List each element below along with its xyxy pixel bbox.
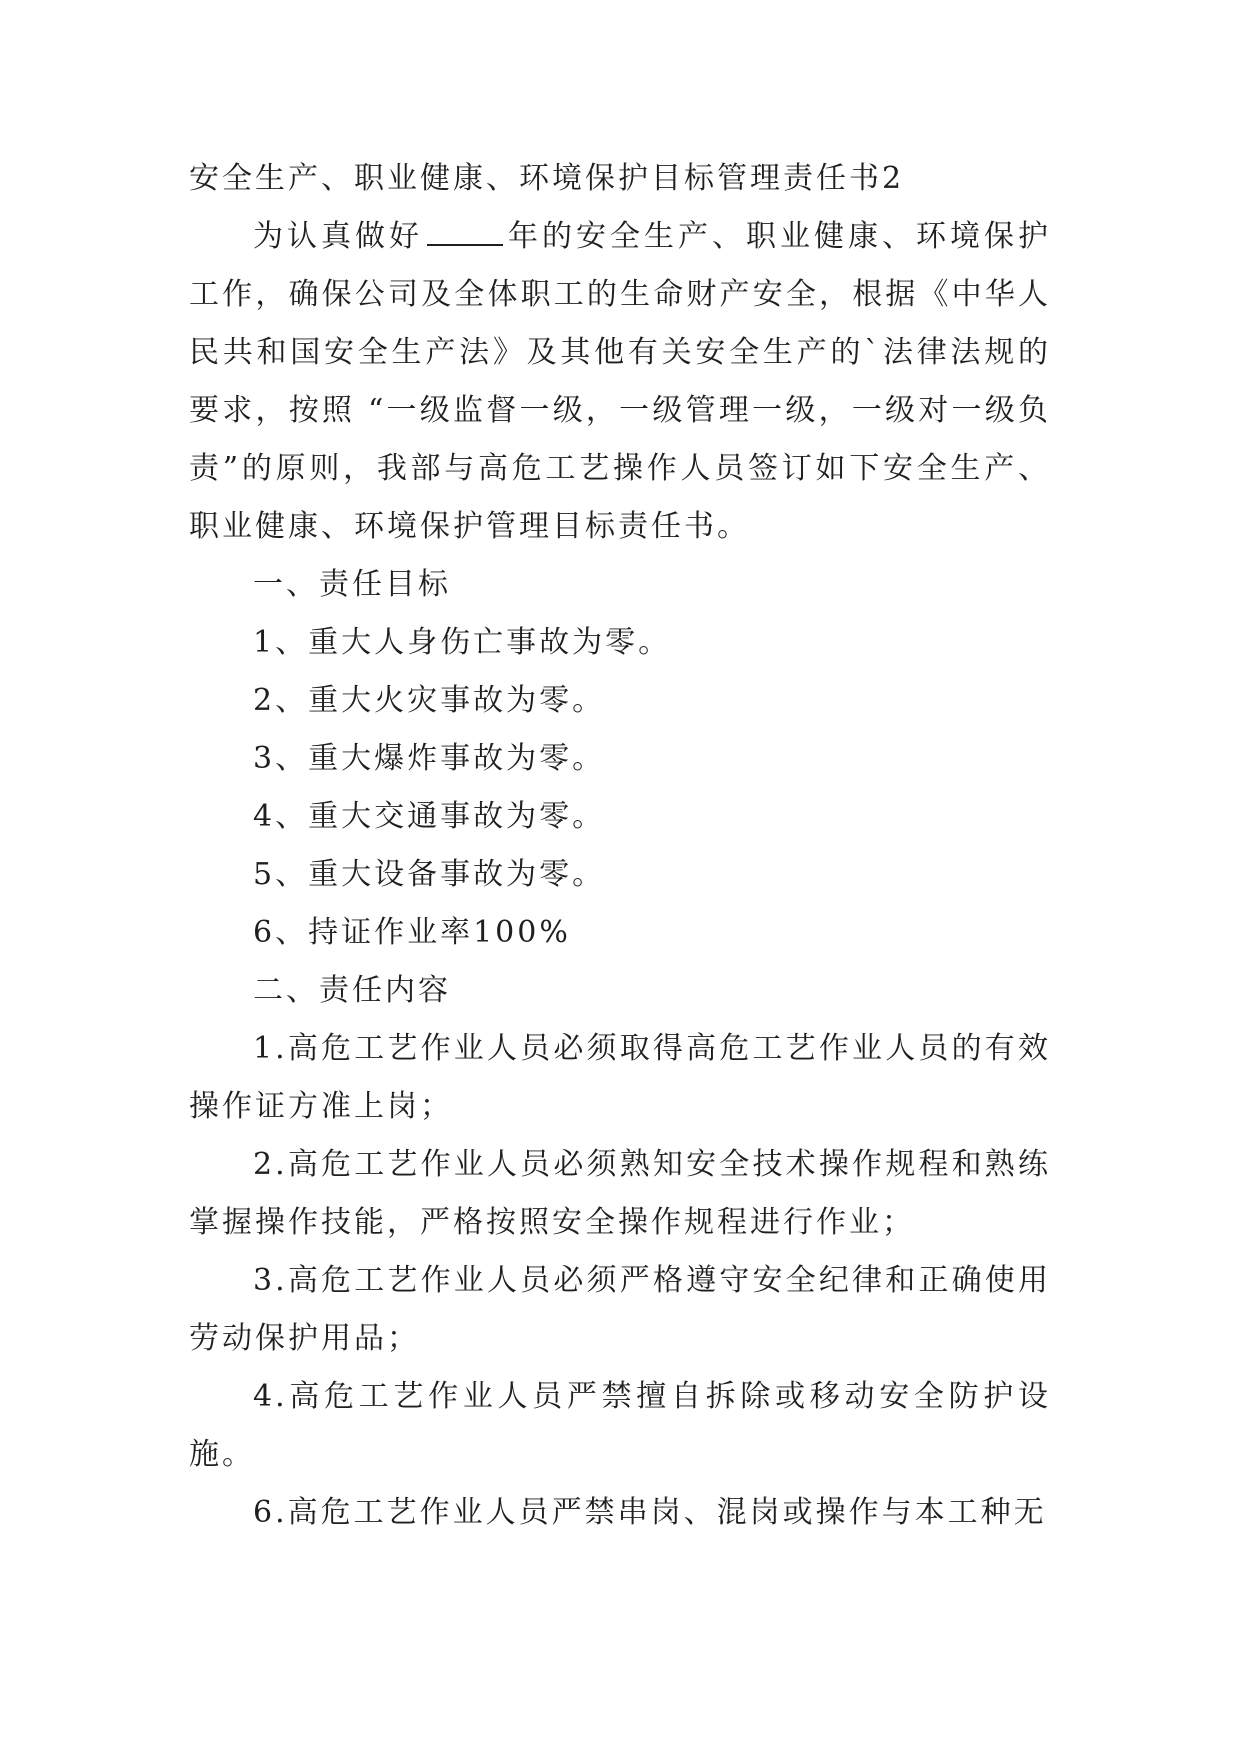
goal-item: 3、重大爆炸事故为零。 xyxy=(253,741,606,776)
duty-item: 1.高危工艺作业人员必须取得高危工艺作业人员的有效操作证方准上岗； xyxy=(189,1031,1051,1124)
duty-item: 4.高危工艺作业人员严禁擅自拆除或移动安全防护设施。 xyxy=(189,1379,1051,1472)
goal-item: 2、重大火灾事故为零。 xyxy=(253,683,606,718)
goal-item: 5、重大设备事故为零。 xyxy=(253,857,606,892)
duty-item: 6.高危工艺作业人员严禁串岗、混岗或操作与本工种无 xyxy=(253,1495,1047,1530)
duty-item: 2.高危工艺作业人员必须熟知安全技术操作规程和熟练掌握操作技能，严格按照安全操作规程进行作业； xyxy=(189,1147,1051,1240)
goal-item: 4、重大交通事故为零。 xyxy=(253,799,606,834)
intro-text-rest: 年的安全生产、职业健康、环境保护工作，确保公司及全体职工的生命财产安全，根据《中华人民共和国安全生产法》及其他有关安全生产的`法律法规的要求，按照 “一级监督一级，一级管理一级，一级对一级负责”的原则，我部与高危工艺操作人员签订如下安全生产、职业健康、环境保护管理目标责任书。 xyxy=(189,219,1051,544)
year-blank xyxy=(427,214,503,246)
goal-item: 6、持证作业率100% xyxy=(253,915,571,950)
section-heading-goals: 一、责任目标 xyxy=(253,567,451,602)
intro-text-start: 为认真做好 xyxy=(253,219,423,254)
document-title: 安全生产、职业健康、环境保护目标管理责任书2 xyxy=(189,161,905,196)
section-heading-duties: 二、责任内容 xyxy=(253,973,451,1008)
intro-paragraph xyxy=(189,208,1051,556)
duty-item: 3.高危工艺作业人员必须严格遵守安全纪律和正确使用劳动保护用品； xyxy=(189,1263,1051,1356)
document-body xyxy=(189,150,1051,1542)
goal-item: 1、重大人身伤亡事故为零。 xyxy=(253,625,672,660)
